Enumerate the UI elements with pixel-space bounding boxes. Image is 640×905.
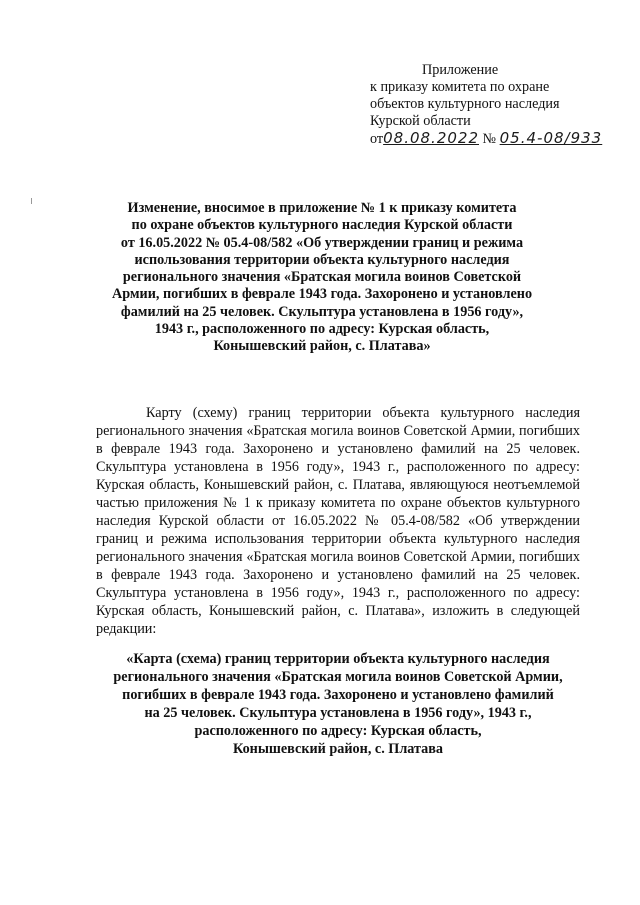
- map-title-line: Конышевский район, с. Платава: [232, 741, 444, 757]
- title-line: использования территории объекта культурного наследия: [134, 251, 510, 268]
- map-title-line: погибших в феврале 1943 года. Захоронено и установлено фамилий: [122, 687, 554, 703]
- map-title-line: «Карта (схема) границ территории объекта культурного наследия: [126, 651, 550, 667]
- handwritten-date: 08.08.2022: [383, 129, 479, 147]
- margin-mark: [31, 198, 32, 204]
- handwritten-number: 05.4-08/933: [499, 129, 603, 147]
- title-line: Армии, погибших в феврале 1943 года. Захоронено и установлено: [111, 286, 533, 303]
- number-prefix: №: [482, 131, 497, 147]
- annex-line: Курской области: [370, 113, 471, 129]
- map-title-line: регионального значения «Братская могила воинов Советской Армии,: [113, 669, 563, 685]
- title-line: по охране объектов культурного наследия Курской области: [131, 217, 513, 234]
- annex-date-line: [370, 130, 602, 148]
- map-title: [96, 650, 580, 758]
- annex-line: к приказу комитета по охране: [370, 79, 550, 95]
- map-title-line: на 25 человек. Скульптура установлена в 1956 году», 1943 г.,: [144, 705, 532, 721]
- title-line: Изменение, вносимое в приложение № 1 к приказу комитета: [127, 200, 517, 216]
- document-title: [96, 200, 548, 356]
- title-line: регионального значения «Братская могила воинов Советской: [122, 269, 522, 286]
- map-title-line: расположенного по адресу: Курская область,: [194, 723, 482, 739]
- annex-title: Приложение: [422, 62, 499, 78]
- title-line: 1943 г., расположенного по адресу: Курская область,: [154, 321, 490, 338]
- annex-line: объектов культурного наследия: [370, 96, 560, 112]
- body-paragraph: Карту (схему) границ территории объекта культурного наследия регионального значения «Братская могила воинов Советской Армии, погибших в феврале 1943 года. Захоронено и установлено фамилий на 25 человек. Скульптура установлена в 1956 году», 1943 г., расположенного по адресу: Курская область, Конышевский район, с. Платава, являющуюся неотъемлемой частью приложения № 1 к приказу комитета по охране объектов культурного наследия Курской области от 16.05.2022 № 05.4-08/582 «Об утверждении границ и режима использования территории объекта культурного наследия регионального значения «Братская могила воинов Советской Армии, погибших в феврале 1943 года. Захоронено и установлено фамилий на 25 человек. Скульптура установлена в 1956 году», 1943 г., расположенного по адресу: Курская область, Конышевский район, с. Платава», изложить в следующей редакции:: [96, 405, 580, 638]
- annex-header: [370, 62, 602, 148]
- title-line: от 16.05.2022 № 05.4-08/582 «Об утверждении границ и режима: [120, 234, 524, 251]
- date-prefix: от: [370, 131, 384, 147]
- title-line: Конышевский район, с. Платава»: [213, 338, 431, 355]
- title-line: фамилий на 25 человек. Скульптура установлена в 1956 году»,: [120, 303, 524, 320]
